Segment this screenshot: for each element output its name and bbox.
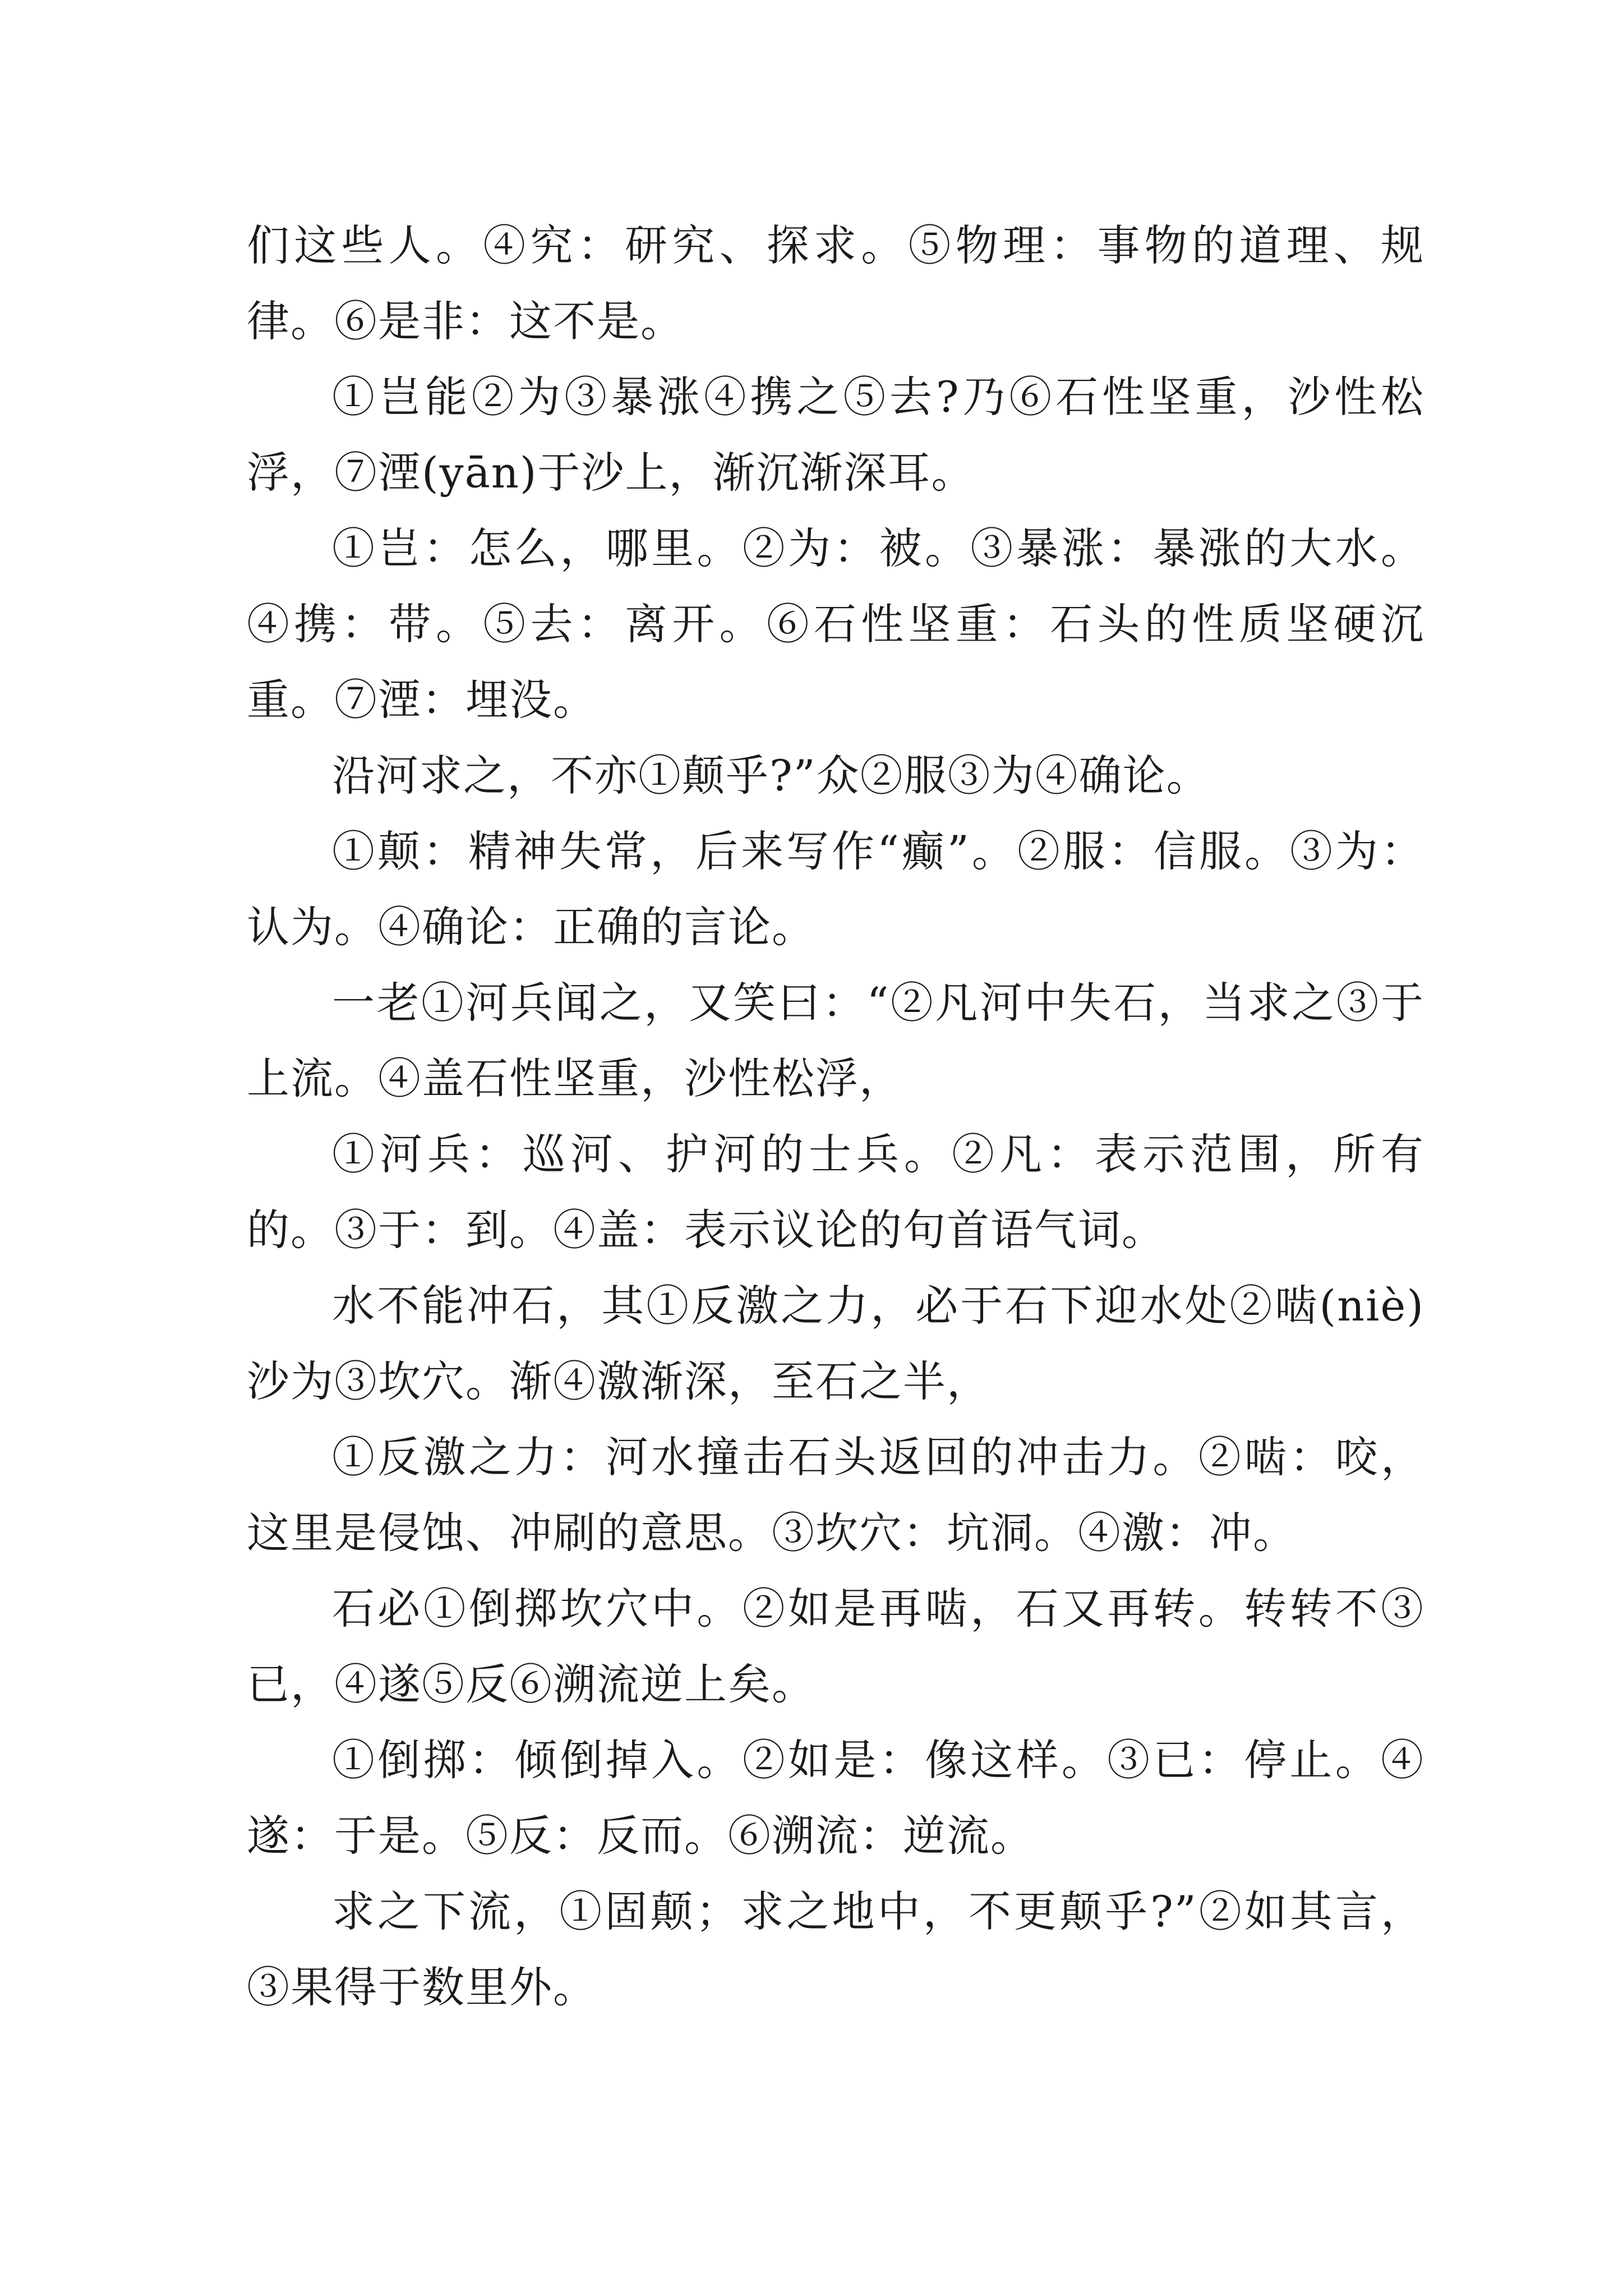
annotation-paragraph-9: ①反激之力：河水撞击石头返回的冲击力。②啮：咬，这里是侵蚀、冲刷的意思。③坎穴：坑洞。④激：冲。 — [247, 1432, 1424, 1558]
annotation-paragraph-11: ①倒掷：倾倒掉入。②如是：像这样。③已：停止。④遂：于是。⑤反：反而。⑥溯流：逆流。 — [247, 1735, 1424, 1861]
body-paragraph-12: 求之下流，①固颠；求之地中，不更颠乎?”②如其言，③果得于数里外。 — [247, 1887, 1424, 2012]
body-paragraph-4: 沿河求之，不亦①颠乎?”众②服③为④确论。 — [332, 751, 1210, 800]
body-paragraph-6: 一老①河兵闻之，又笑曰：“②凡河中失石，当求之③于上流。④盖石性坚重，沙性松浮， — [247, 978, 1424, 1103]
annotation-paragraph-3: ①岂：怎么，哪里。②为：被。③暴涨：暴涨的大水。④携：带。⑤去：离开。⑥石性坚重：石头的性质坚硬沉重。⑦湮：埋没。 — [247, 523, 1424, 725]
body-paragraph-1: 们这些人。④究：研究、探求。⑤物理：事物的道理、规律。⑥是非：这不是。 — [247, 220, 1424, 346]
document-body — [247, 208, 1424, 2025]
annotation-paragraph-5: ①颠：精神失常，后来写作“癫”。②服：信服。③为：认为。④确论：正确的言论。 — [247, 826, 1424, 952]
body-paragraph-2: ①岂能②为③暴涨④携之⑤去?乃⑥石性坚重，沙性松浮，⑦湮(yān)于沙上，渐沉渐深耳。 — [247, 372, 1424, 498]
annotation-paragraph-7: ①河兵：巡河、护河的士兵。②凡：表示范围，所有的。③于：到。④盖：表示议论的句首语气词。 — [247, 1129, 1424, 1255]
body-paragraph-10: 石必①倒掷坎穴中。②如是再啮，石又再转。转转不③已，④遂⑤反⑥溯流逆上矣。 — [247, 1584, 1424, 1709]
body-paragraph-8: 水不能冲石，其①反激之力，必于石下迎水处②啮(niè)沙为③坎穴。渐④激渐深，至石之半， — [247, 1281, 1424, 1406]
